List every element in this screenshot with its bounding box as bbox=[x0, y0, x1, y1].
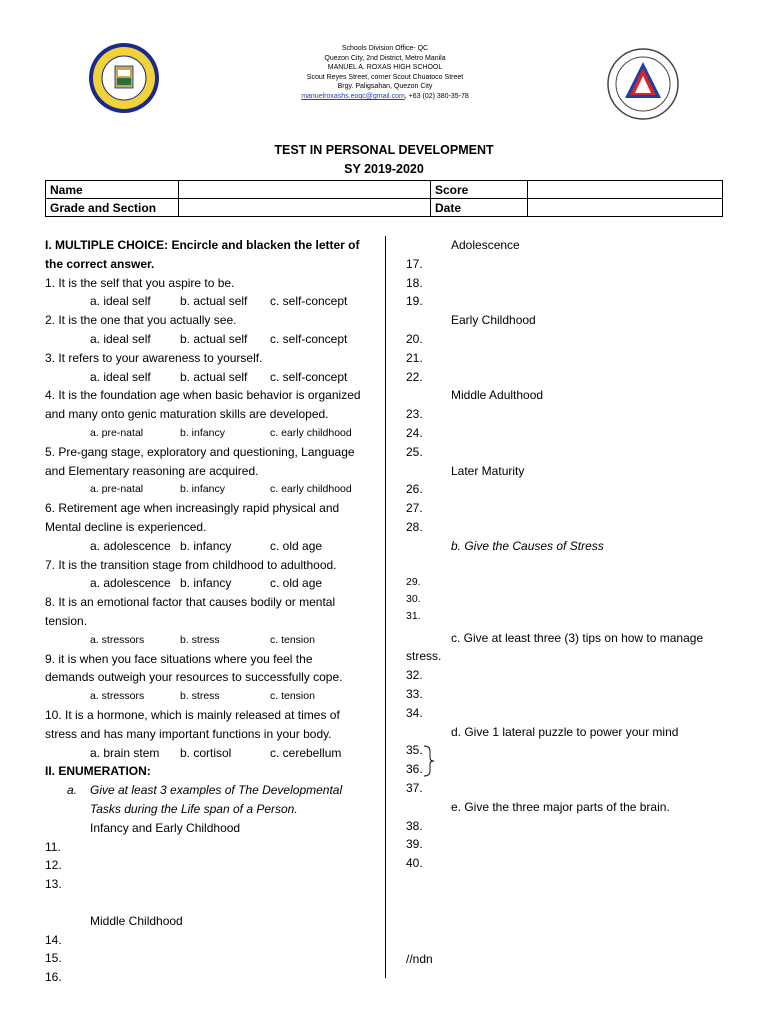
name-label: Name bbox=[46, 181, 179, 199]
stage-later-maturity: Later Maturity bbox=[451, 463, 525, 478]
answer-29: 29. bbox=[406, 575, 421, 588]
header-line: MANUEL A. ROXAS HIGH SCHOOL bbox=[327, 64, 443, 72]
answer-26: 26. bbox=[406, 482, 423, 497]
options-6 bbox=[45, 537, 363, 556]
stage-adolescence: Adolescence bbox=[451, 238, 520, 252]
bracket-icon bbox=[422, 745, 436, 777]
left-column bbox=[45, 236, 363, 987]
options-4 bbox=[45, 424, 363, 443]
division-logo-right bbox=[607, 48, 679, 120]
answer-16: 16. bbox=[45, 970, 62, 985]
question-5: 5. Pre-gang stage, exploratory and questioning, Language and Elementary reasoning are acquired. bbox=[45, 444, 355, 478]
author-signature: //ndn bbox=[406, 952, 433, 966]
question-1: 1. It is the self that you aspire to be. bbox=[45, 275, 235, 290]
question-2: 2. It is the one that you actually see. bbox=[45, 313, 237, 328]
option-c[interactable]: c. early childhood bbox=[270, 483, 352, 496]
date-field[interactable] bbox=[528, 199, 723, 217]
option-b[interactable]: b. stress bbox=[180, 633, 220, 646]
option-a[interactable]: a. stressors bbox=[90, 690, 145, 703]
part1-heading: I. MULTIPLE CHOICE: Encircle and blacken the letter of the correct answer. bbox=[45, 238, 360, 271]
option-b[interactable]: b. stress bbox=[180, 690, 220, 703]
options-2 bbox=[45, 330, 363, 349]
answer-23: 23. bbox=[406, 407, 423, 422]
stage-middle-childhood: Middle Childhood bbox=[90, 913, 183, 928]
answer-12: 12. bbox=[45, 858, 62, 873]
right-column bbox=[406, 236, 726, 873]
option-a[interactable]: a. ideal self bbox=[90, 331, 151, 346]
option-a[interactable]: a. ideal self bbox=[90, 369, 151, 384]
answer-28: 28. bbox=[406, 519, 423, 534]
option-c[interactable]: c. old age bbox=[270, 576, 323, 591]
answer-34: 34. bbox=[406, 705, 423, 720]
answer-11: 11. bbox=[45, 839, 61, 854]
answer-25: 25. bbox=[406, 444, 423, 459]
score-field[interactable] bbox=[528, 181, 723, 199]
item-a-text: Give at least 3 examples of The Developmental Tasks during the Life span of a Person. bbox=[90, 783, 343, 816]
answer-37: 37. bbox=[406, 780, 423, 795]
option-c[interactable]: c. self-concept bbox=[270, 369, 348, 384]
answer-24: 24. bbox=[406, 425, 423, 440]
header-line: Brgy. Paligsahan, Quezon City bbox=[337, 83, 433, 91]
answer-22: 22. bbox=[406, 369, 423, 384]
option-a[interactable]: a. pre-natal bbox=[90, 483, 144, 496]
answer-35: 35. bbox=[406, 743, 423, 758]
question-8: 8. It is an emotional factor that causes bodily or mental tension. bbox=[45, 595, 336, 628]
name-field[interactable] bbox=[179, 181, 431, 199]
option-b[interactable]: b. infancy bbox=[180, 538, 232, 553]
date-label: Date bbox=[431, 199, 528, 217]
option-c[interactable]: c. cerebellum bbox=[270, 745, 342, 760]
stage-middle-adulthood: Middle Adulthood bbox=[451, 388, 544, 403]
grade-section-label: Grade and Section bbox=[46, 199, 179, 217]
option-c[interactable]: c. self-concept bbox=[270, 331, 348, 346]
option-b[interactable]: b. actual self bbox=[180, 294, 248, 309]
answer-31: 31. bbox=[406, 609, 421, 622]
email-link[interactable]: manuelroxashs.eoqc@gmail.com bbox=[301, 92, 405, 100]
question-10: 10. It is a hormone, which is mainly released at times of stress and has many important functions in your body. bbox=[45, 707, 340, 741]
item-e-text: e. Give the three major parts of the brain. bbox=[451, 799, 670, 814]
option-b[interactable]: b. actual self bbox=[180, 331, 248, 346]
answer-19: 19. bbox=[406, 294, 423, 309]
school-logo-left bbox=[88, 42, 160, 114]
option-c[interactable]: c. self-concept bbox=[270, 294, 348, 309]
school-year: SY 2019-2020 bbox=[344, 162, 424, 176]
answer-18: 18. bbox=[406, 275, 423, 290]
answer-15: 15. bbox=[45, 951, 62, 966]
header-line: Schools Division Office- QC bbox=[341, 45, 429, 52]
option-b[interactable]: b. infancy bbox=[180, 426, 225, 439]
test-title: TEST IN PERSONAL DEVELOPMENT bbox=[274, 143, 494, 157]
score-label: Score bbox=[431, 181, 528, 199]
question-6: 6. Retirement age when increasingly rapid physical and Mental decline is experienced. bbox=[45, 501, 340, 534]
header-line: Quezon City, 2nd District, Metro Manila bbox=[324, 54, 446, 62]
answer-39: 39. bbox=[406, 837, 423, 852]
option-c[interactable]: c. early childhood bbox=[270, 426, 352, 439]
stage-infancy: Infancy and Early Childhood bbox=[90, 820, 241, 835]
item-a-label: a. bbox=[66, 783, 77, 798]
question-3: 3. It refers to your awareness to yourself. bbox=[45, 350, 263, 365]
answer-13: 13. bbox=[45, 877, 62, 892]
grade-section-field[interactable] bbox=[179, 199, 431, 217]
option-a[interactable]: a. stressors bbox=[90, 633, 145, 646]
question-9: 9. it is when you face situations where you feel the demands outweigh your resources to successfully cope. bbox=[45, 651, 343, 685]
option-b[interactable]: b. infancy bbox=[180, 576, 232, 591]
answer-17: 17. bbox=[406, 256, 423, 271]
item-c-text: c. Give at least three (3) tips on how to manage stress. bbox=[406, 630, 704, 664]
answer-14: 14. bbox=[45, 932, 62, 947]
part2-heading: II. ENUMERATION: bbox=[45, 764, 151, 779]
options-3 bbox=[45, 368, 363, 387]
answer-20: 20. bbox=[406, 331, 423, 346]
school-header bbox=[250, 44, 520, 102]
item-d-text: d. Give 1 lateral puzzle to power your mind bbox=[451, 724, 679, 739]
answer-21: 21. bbox=[406, 350, 423, 365]
phone-number: , +63 (02) 380-35-78 bbox=[404, 92, 469, 100]
header-line: Scout Reyes Street, corner Scout Chuatoco Street bbox=[306, 73, 464, 81]
options-5 bbox=[45, 480, 363, 499]
option-c[interactable]: c. tension bbox=[270, 690, 315, 703]
stage-early-childhood: Early Childhood bbox=[451, 313, 536, 328]
answer-40: 40. bbox=[406, 856, 423, 871]
option-a[interactable]: a. brain stem bbox=[90, 745, 160, 760]
option-b[interactable]: b. infancy bbox=[180, 483, 225, 496]
answer-36: 36. bbox=[406, 762, 423, 777]
option-a[interactable]: a. pre-natal bbox=[90, 426, 144, 439]
student-info-table bbox=[45, 180, 723, 217]
answer-30: 30. bbox=[406, 592, 421, 605]
column-divider bbox=[385, 236, 386, 978]
question-7: 7. It is the transition stage from childhood to adulthood. bbox=[45, 557, 337, 572]
option-c[interactable]: c. old age bbox=[270, 538, 323, 553]
enumeration-a bbox=[45, 781, 363, 819]
option-b[interactable]: b. actual self bbox=[180, 369, 248, 384]
options-9 bbox=[45, 687, 363, 706]
answer-33: 33. bbox=[406, 686, 423, 701]
options-7 bbox=[45, 574, 363, 593]
option-a[interactable]: a. ideal self bbox=[90, 294, 151, 309]
answer-38: 38. bbox=[406, 818, 423, 833]
answer-32: 32. bbox=[406, 668, 423, 683]
question-4: 4. It is the foundation age when basic behavior is organized and many onto genic maturation skills are developed. bbox=[45, 388, 361, 422]
option-c[interactable]: c. tension bbox=[270, 633, 315, 646]
options-1 bbox=[45, 292, 363, 311]
options-8 bbox=[45, 631, 363, 650]
answer-27: 27. bbox=[406, 501, 423, 516]
options-10 bbox=[45, 744, 363, 763]
item-b-text: b. Give the Causes of Stress bbox=[451, 538, 604, 553]
option-b[interactable]: b. cortisol bbox=[180, 745, 232, 760]
option-a[interactable]: a. adolescence bbox=[90, 538, 171, 553]
option-a[interactable]: a. adolescence bbox=[90, 576, 171, 591]
